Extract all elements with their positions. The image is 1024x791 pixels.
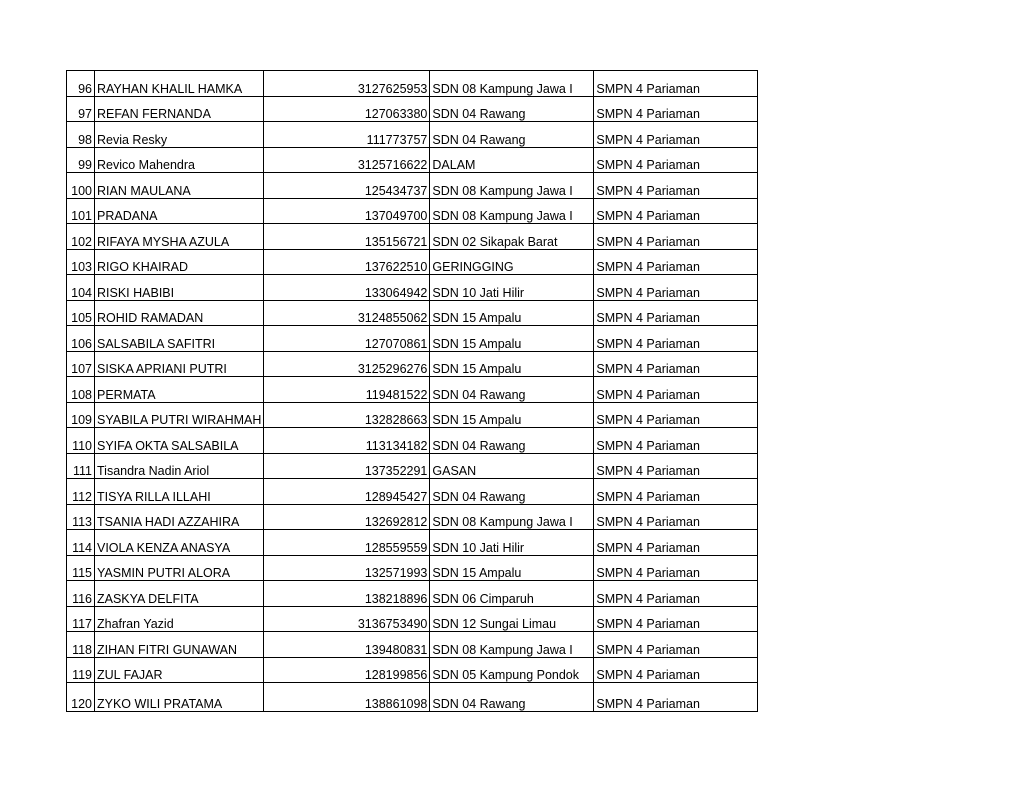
destination-school-cell: SMPN 4 Pariaman [594, 249, 758, 275]
student-id-cell: 119481522 [264, 377, 430, 403]
row-number-cell: 119 [67, 657, 95, 683]
origin-school-cell: GERINGGING [430, 249, 594, 275]
origin-school-cell: SDN 04 Rawang [430, 479, 594, 505]
table-row [67, 71, 758, 97]
destination-school-cell: SMPN 4 Pariaman [594, 173, 758, 199]
student-table [66, 70, 758, 712]
student-name-cell: ZYKO WILI PRATAMA [95, 683, 264, 712]
row-number-cell: 117 [67, 606, 95, 632]
destination-school-cell: SMPN 4 Pariaman [594, 275, 758, 301]
student-id-cell: 3125716622 [264, 147, 430, 173]
origin-school-cell: SDN 15 Ampalu [430, 300, 594, 326]
destination-school-cell: SMPN 4 Pariaman [594, 555, 758, 581]
student-name-cell: RIGO KHAIRAD [95, 249, 264, 275]
student-id-cell: 125434737 [264, 173, 430, 199]
origin-school-cell: SDN 12 Sungai Limau [430, 606, 594, 632]
row-number-cell: 107 [67, 351, 95, 377]
row-number-cell: 100 [67, 173, 95, 199]
origin-school-cell: SDN 04 Rawang [430, 122, 594, 148]
student-name-cell: RISKI HABIBI [95, 275, 264, 301]
student-id-cell: 111773757 [264, 122, 430, 148]
row-number-cell: 102 [67, 224, 95, 250]
student-id-cell: 138861098 [264, 683, 430, 712]
student-name-cell: SYIFA OKTA SALSABILA [95, 428, 264, 454]
student-id-cell: 137622510 [264, 249, 430, 275]
student-name-cell: PERMATA [95, 377, 264, 403]
row-number-cell: 118 [67, 632, 95, 658]
origin-school-cell: SDN 15 Ampalu [430, 326, 594, 352]
destination-school-cell: SMPN 4 Pariaman [594, 71, 758, 97]
destination-school-cell: SMPN 4 Pariaman [594, 683, 758, 712]
student-name-cell: ZIHAN FITRI GUNAWAN [95, 632, 264, 658]
table-row [67, 275, 758, 301]
table-row [67, 377, 758, 403]
student-id-cell: 3124855062 [264, 300, 430, 326]
origin-school-cell: DALAM [430, 147, 594, 173]
origin-school-cell: SDN 10 Jati Hilir [430, 530, 594, 556]
row-number-cell: 108 [67, 377, 95, 403]
origin-school-cell: SDN 08 Kampung Jawa I [430, 198, 594, 224]
origin-school-cell: SDN 15 Ampalu [430, 555, 594, 581]
student-name-cell: ZASKYA DELFITA [95, 581, 264, 607]
row-number-cell: 98 [67, 122, 95, 148]
destination-school-cell: SMPN 4 Pariaman [594, 96, 758, 122]
student-table-body [67, 71, 758, 712]
table-row [67, 657, 758, 683]
destination-school-cell: SMPN 4 Pariaman [594, 428, 758, 454]
student-id-cell: 132828663 [264, 402, 430, 428]
origin-school-cell: SDN 08 Kampung Jawa I [430, 504, 594, 530]
table-row [67, 300, 758, 326]
destination-school-cell: SMPN 4 Pariaman [594, 198, 758, 224]
table-row [67, 581, 758, 607]
student-id-cell: 135156721 [264, 224, 430, 250]
origin-school-cell: SDN 15 Ampalu [430, 402, 594, 428]
destination-school-cell: SMPN 4 Pariaman [594, 402, 758, 428]
student-id-cell: 128559559 [264, 530, 430, 556]
destination-school-cell: SMPN 4 Pariaman [594, 530, 758, 556]
student-id-cell: 139480831 [264, 632, 430, 658]
origin-school-cell: SDN 08 Kampung Jawa I [430, 173, 594, 199]
row-number-cell: 103 [67, 249, 95, 275]
destination-school-cell: SMPN 4 Pariaman [594, 326, 758, 352]
row-number-cell: 109 [67, 402, 95, 428]
row-number-cell: 96 [67, 71, 95, 97]
student-id-cell: 127063380 [264, 96, 430, 122]
student-name-cell: REFAN FERNANDA [95, 96, 264, 122]
student-name-cell: RAYHAN KHALIL HAMKA [95, 71, 264, 97]
destination-school-cell: SMPN 4 Pariaman [594, 147, 758, 173]
student-name-cell: RIAN MAULANA [95, 173, 264, 199]
student-id-cell: 128199856 [264, 657, 430, 683]
table-row [67, 351, 758, 377]
destination-school-cell: SMPN 4 Pariaman [594, 606, 758, 632]
student-name-cell: TSANIA HADI AZZAHIRA [95, 504, 264, 530]
student-name-cell: YASMIN PUTRI ALORA [95, 555, 264, 581]
table-row [67, 555, 758, 581]
destination-school-cell: SMPN 4 Pariaman [594, 581, 758, 607]
table-row [67, 530, 758, 556]
table-row [67, 122, 758, 148]
table-row [67, 326, 758, 352]
student-id-cell: 128945427 [264, 479, 430, 505]
row-number-cell: 113 [67, 504, 95, 530]
student-name-cell: SALSABILA SAFITRI [95, 326, 264, 352]
origin-school-cell: SDN 04 Rawang [430, 683, 594, 712]
student-name-cell: Tisandra Nadin Ariol [95, 453, 264, 479]
table-row [67, 249, 758, 275]
table-row [67, 632, 758, 658]
student-name-cell: ROHID RAMADAN [95, 300, 264, 326]
student-id-cell: 137352291 [264, 453, 430, 479]
student-name-cell: RIFAYA MYSHA AZULA [95, 224, 264, 250]
student-id-cell: 3125296276 [264, 351, 430, 377]
row-number-cell: 104 [67, 275, 95, 301]
table-row [67, 504, 758, 530]
student-name-cell: SYABILA PUTRI WIRAHMAH [95, 402, 264, 428]
row-number-cell: 99 [67, 147, 95, 173]
destination-school-cell: SMPN 4 Pariaman [594, 632, 758, 658]
student-name-cell: ZUL FAJAR [95, 657, 264, 683]
origin-school-cell: SDN 02 Sikapak Barat [430, 224, 594, 250]
student-id-cell: 137049700 [264, 198, 430, 224]
row-number-cell: 97 [67, 96, 95, 122]
destination-school-cell: SMPN 4 Pariaman [594, 479, 758, 505]
origin-school-cell: SDN 10 Jati Hilir [430, 275, 594, 301]
student-id-cell: 127070861 [264, 326, 430, 352]
row-number-cell: 112 [67, 479, 95, 505]
origin-school-cell: SDN 08 Kampung Jawa I [430, 632, 594, 658]
destination-school-cell: SMPN 4 Pariaman [594, 300, 758, 326]
row-number-cell: 115 [67, 555, 95, 581]
origin-school-cell: SDN 06 Cimparuh [430, 581, 594, 607]
student-id-cell: 133064942 [264, 275, 430, 301]
table-row [67, 173, 758, 199]
origin-school-cell: SDN 04 Rawang [430, 428, 594, 454]
table-row [67, 479, 758, 505]
student-name-cell: TISYA RILLA ILLAHI [95, 479, 264, 505]
row-number-cell: 106 [67, 326, 95, 352]
student-name-cell: Revico Mahendra [95, 147, 264, 173]
origin-school-cell: SDN 04 Rawang [430, 96, 594, 122]
destination-school-cell: SMPN 4 Pariaman [594, 504, 758, 530]
student-id-cell: 3136753490 [264, 606, 430, 632]
student-name-cell: VIOLA KENZA ANASYA [95, 530, 264, 556]
row-number-cell: 120 [67, 683, 95, 712]
row-number-cell: 110 [67, 428, 95, 454]
destination-school-cell: SMPN 4 Pariaman [594, 122, 758, 148]
destination-school-cell: SMPN 4 Pariaman [594, 224, 758, 250]
destination-school-cell: SMPN 4 Pariaman [594, 657, 758, 683]
row-number-cell: 111 [67, 453, 95, 479]
table-row [67, 96, 758, 122]
table-row [67, 402, 758, 428]
destination-school-cell: SMPN 4 Pariaman [594, 351, 758, 377]
row-number-cell: 116 [67, 581, 95, 607]
origin-school-cell: GASAN [430, 453, 594, 479]
origin-school-cell: SDN 04 Rawang [430, 377, 594, 403]
destination-school-cell: SMPN 4 Pariaman [594, 453, 758, 479]
table-row [67, 683, 758, 712]
table-row [67, 606, 758, 632]
student-id-cell: 113134182 [264, 428, 430, 454]
row-number-cell: 101 [67, 198, 95, 224]
row-number-cell: 105 [67, 300, 95, 326]
table-row [67, 428, 758, 454]
origin-school-cell: SDN 15 Ampalu [430, 351, 594, 377]
origin-school-cell: SDN 05 Kampung Pondok [430, 657, 594, 683]
student-name-cell: SISKA APRIANI PUTRI [95, 351, 264, 377]
table-row [67, 147, 758, 173]
student-id-cell: 132571993 [264, 555, 430, 581]
destination-school-cell: SMPN 4 Pariaman [594, 377, 758, 403]
table-row [67, 224, 758, 250]
student-name-cell: Revia Resky [95, 122, 264, 148]
student-id-cell: 3127625953 [264, 71, 430, 97]
student-id-cell: 138218896 [264, 581, 430, 607]
row-number-cell: 114 [67, 530, 95, 556]
table-row [67, 198, 758, 224]
student-name-cell: PRADANA [95, 198, 264, 224]
origin-school-cell: SDN 08 Kampung Jawa I [430, 71, 594, 97]
table-row [67, 453, 758, 479]
student-name-cell: Zhafran Yazid [95, 606, 264, 632]
student-id-cell: 132692812 [264, 504, 430, 530]
